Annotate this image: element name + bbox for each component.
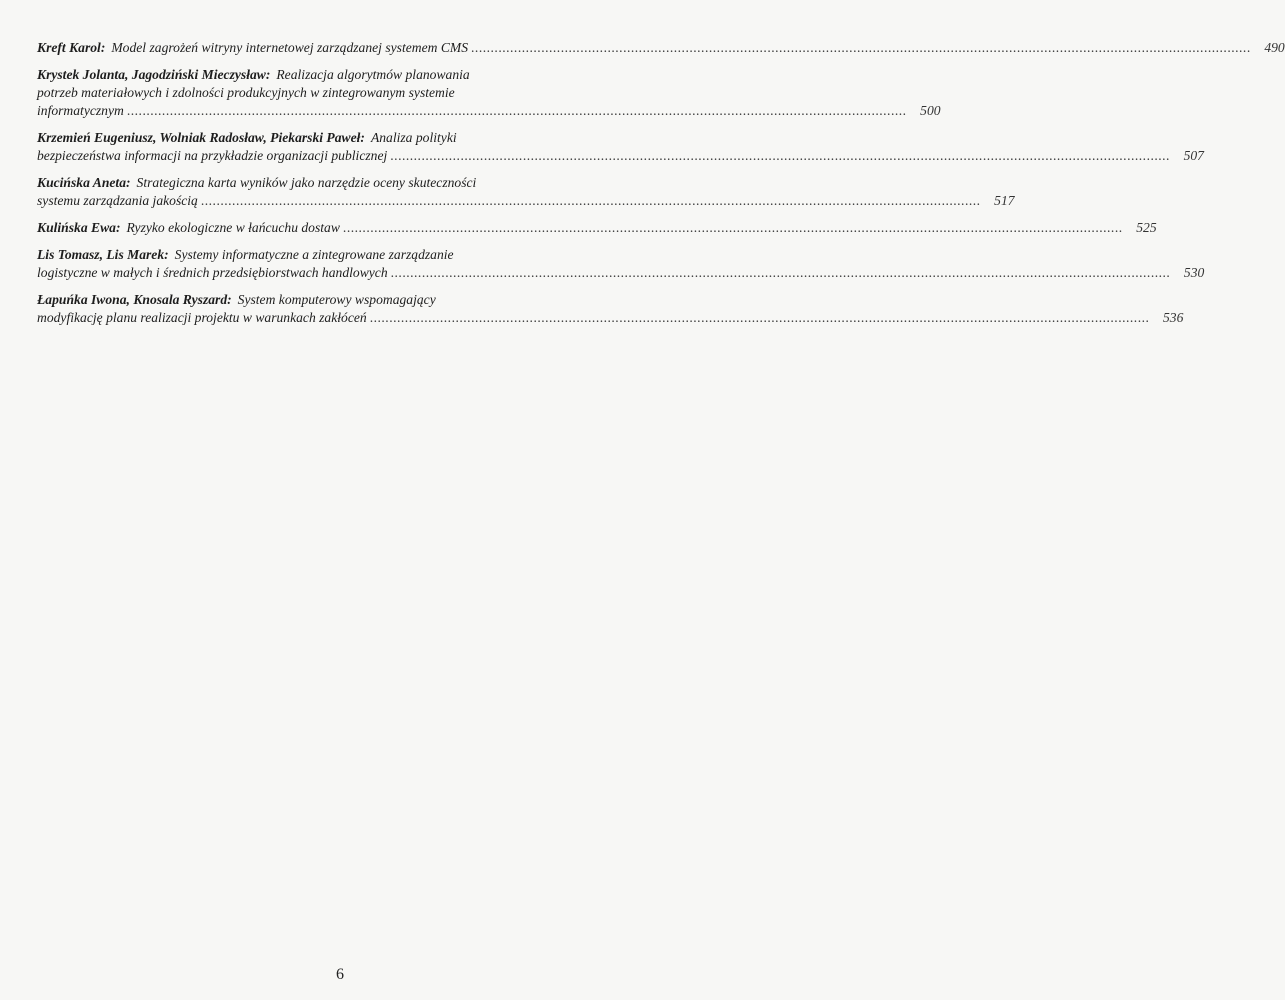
toc-line	[37, 129, 637, 147]
dot-leader: ........................................................................................................................................................................................................	[390, 148, 1170, 163]
dot-leader: ........................................................................................................................................................................................................	[390, 265, 1171, 280]
entry-title: potrzeb materiałowych i zdolności produkcyjnych w zintegrowanym systemie	[37, 85, 455, 100]
toc-line	[37, 309, 1184, 327]
table-of-contents	[37, 39, 1285, 336]
toc-line	[37, 102, 941, 120]
toc-line	[37, 39, 1285, 57]
entry-authors: Krystek Jolanta, Jagodziński Mieczysław:	[37, 67, 271, 82]
dot-leader: ........................................................................................................................................................................................................	[342, 220, 1123, 235]
page-number: 6	[336, 966, 344, 983]
toc-entry	[37, 174, 1015, 210]
entry-page-number: 500	[920, 103, 941, 118]
toc-entry	[37, 246, 1205, 282]
entry-title: Analiza polityki	[370, 130, 457, 145]
toc-entry	[37, 39, 1285, 57]
entry-page-number: 517	[994, 193, 1015, 208]
toc-line	[37, 84, 637, 102]
entry-authors: Kulińska Ewa:	[37, 220, 121, 235]
toc-entry	[37, 219, 1157, 237]
dot-leader: ........................................................................................................................................................................................................	[369, 310, 1150, 325]
entry-title: Strategiczna karta wyników jako narzędzie oceny skuteczności	[136, 175, 477, 190]
entry-title: informatycznym	[37, 103, 124, 118]
toc-line	[37, 291, 637, 309]
entry-page-number: 525	[1136, 220, 1157, 235]
entry-authors: Łapuńka Iwona, Knosala Ryszard:	[37, 292, 232, 307]
toc-entry	[37, 66, 941, 120]
toc-line	[37, 147, 1204, 165]
entry-title: Systemy informatyczne a zintegrowane zarządzanie	[174, 247, 454, 262]
dot-leader: ........................................................................................................................................................................................................	[126, 103, 907, 118]
entry-title: Realizacja algorytmów planowania	[276, 67, 470, 82]
entry-title: Model zagrożeń witryny internetowej zarządzanej systemem CMS	[111, 40, 469, 55]
entry-page-number: 507	[1183, 148, 1204, 163]
dot-leader: ........................................................................................................................................................................................................	[471, 40, 1251, 55]
toc-entry	[37, 291, 1184, 327]
entry-title: systemu zarządzania jakością	[37, 193, 198, 208]
entry-authors: Krzemień Eugeniusz, Wolniak Radosław, Piekarski Paweł:	[37, 130, 365, 145]
dot-leader: ........................................................................................................................................................................................................	[200, 193, 981, 208]
entry-authors: Kucińska Aneta:	[37, 175, 131, 190]
entry-page-number: 490	[1264, 40, 1285, 55]
toc-line	[37, 174, 637, 192]
entry-title: System komputerowy wspomagający	[237, 292, 436, 307]
entry-title: modyfikację planu realizacji projektu w warunkach zakłóceń	[37, 310, 367, 325]
toc-line	[37, 192, 1015, 210]
toc-line	[37, 264, 1205, 282]
entry-title: bezpieczeństwa informacji na przykładzie organizacji publicznej	[37, 148, 388, 163]
entry-authors: Lis Tomasz, Lis Marek:	[37, 247, 169, 262]
toc-line	[37, 246, 637, 264]
toc-line	[37, 66, 637, 84]
entry-page-number: 536	[1163, 310, 1184, 325]
entry-page-number: 530	[1183, 265, 1205, 280]
toc-entry	[37, 129, 1204, 165]
entry-authors: Kreft Karol:	[37, 40, 106, 55]
entry-title: Ryzyko ekologiczne w łańcuchu dostaw	[126, 220, 340, 235]
toc-line	[37, 219, 1157, 237]
entry-title: logistyczne w małych i średnich przedsiębiorstwach handlowych	[37, 265, 388, 280]
